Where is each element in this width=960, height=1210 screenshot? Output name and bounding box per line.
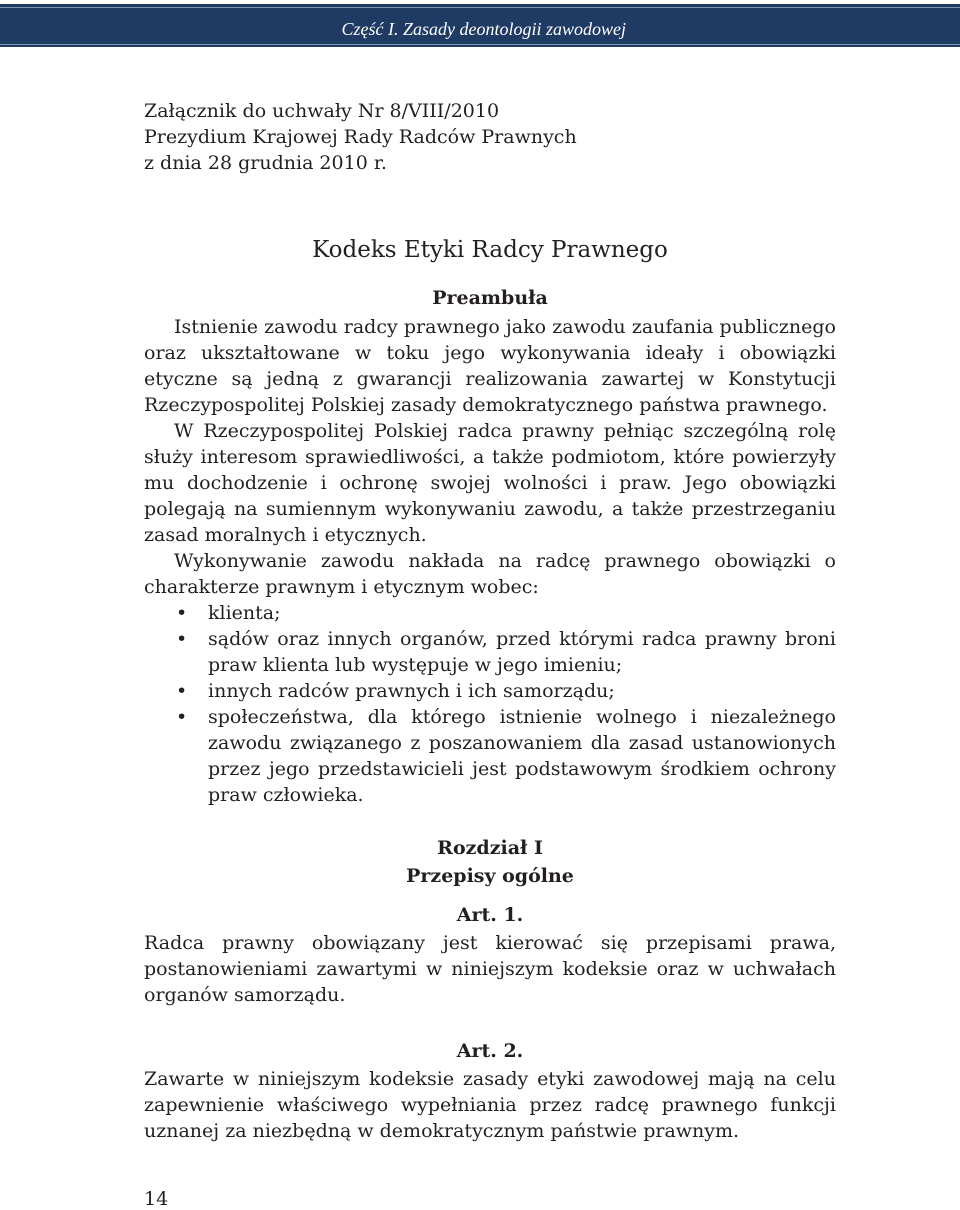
- running-header-title: Część I. Zasady deontologii zawodowej: [341, 19, 626, 39]
- list-item: [144, 704, 836, 808]
- page-content: [144, 98, 836, 1144]
- chapter-heading: [144, 834, 836, 890]
- obligations-list: [144, 600, 836, 808]
- list-item: [144, 678, 836, 704]
- preamble-paragraph: Istnienie zawodu radcy prawnego jako zawodu zaufania publicznego oraz ukształtowane w toku jego wykonywania ideały i obowiązki etyczne są jedną z gwarancji realizowania zawartej w Konstytucji Rzeczypospolitej Polskiej zasady demokratycznego państwa prawnego.: [144, 316, 836, 416]
- attachment-line: Prezydium Krajowej Rady Radców Prawnych: [144, 126, 577, 148]
- document-title: Kodeks Etyki Radcy Prawnego: [312, 237, 668, 263]
- list-item-text: innych radców prawnych i ich samorządu;: [208, 680, 615, 702]
- chapter-title: Przepisy ogólne: [406, 865, 574, 887]
- list-item-text: klienta;: [208, 602, 281, 624]
- article-text: Zawarte w niniejszym kodeksie zasady etyki zawodowej mają na celu zapewnienie właściwego wypełniania przez radcę prawnego funkcji uznanej za niezbędną w demokratycznym państwie prawnym.: [144, 1068, 836, 1142]
- attachment-note: [144, 98, 836, 176]
- bullet-icon: •: [176, 628, 188, 650]
- article-label: Art. 2.: [456, 1040, 524, 1062]
- running-header: [0, 4, 960, 47]
- chapter-number: Rozdział I: [437, 837, 543, 859]
- bullet-icon: •: [176, 680, 188, 702]
- list-item-text: sądów oraz innych organów, przed którymi radca prawny broni praw klienta lub występuje w jego imieniu;: [208, 628, 836, 676]
- list-item: [144, 626, 836, 678]
- preamble-paragraph: Wykonywanie zawodu nakłada na radcę prawnego obowiązki o charakterze prawnym i etycznym wobec:: [144, 550, 836, 598]
- attachment-line: z dnia 28 grudnia 2010 r.: [144, 152, 387, 174]
- bullet-icon: •: [176, 602, 188, 624]
- attachment-line: Załącznik do uchwały Nr 8/VIII/2010: [144, 100, 500, 122]
- bullet-icon: •: [176, 706, 188, 728]
- preamble-heading: Preambuła: [432, 287, 548, 309]
- article-text: Radca prawny obowiązany jest kierować się przepisami prawa, postanowieniami zawartymi w niniejszym kodeksie oraz w uchwałach organów samorządu.: [144, 932, 836, 1006]
- page-number: 14: [144, 1188, 169, 1210]
- preamble-paragraph: W Rzeczypospolitej Polskiej radca prawny pełniąc szczególną rolę służy interesom sprawiedliwości, a także podmiotom, które powierzyły mu dochodzenie i ochronę swojej wolności i praw. Jego obowiązki polegają na sumiennym wykonywaniu zawodu, a także przestrzeganiu zasad moralnych i etycznych.: [144, 420, 836, 546]
- list-item: [144, 600, 836, 626]
- list-item-text: społeczeństwa, dla którego istnienie wolnego i niezależnego zawodu związanego z poszanowaniem dla zasad ustanowionych przez jego przedstawicieli jest podstawowym środkiem ochrony praw człowieka.: [208, 706, 836, 806]
- article-label: Art. 1.: [456, 904, 524, 926]
